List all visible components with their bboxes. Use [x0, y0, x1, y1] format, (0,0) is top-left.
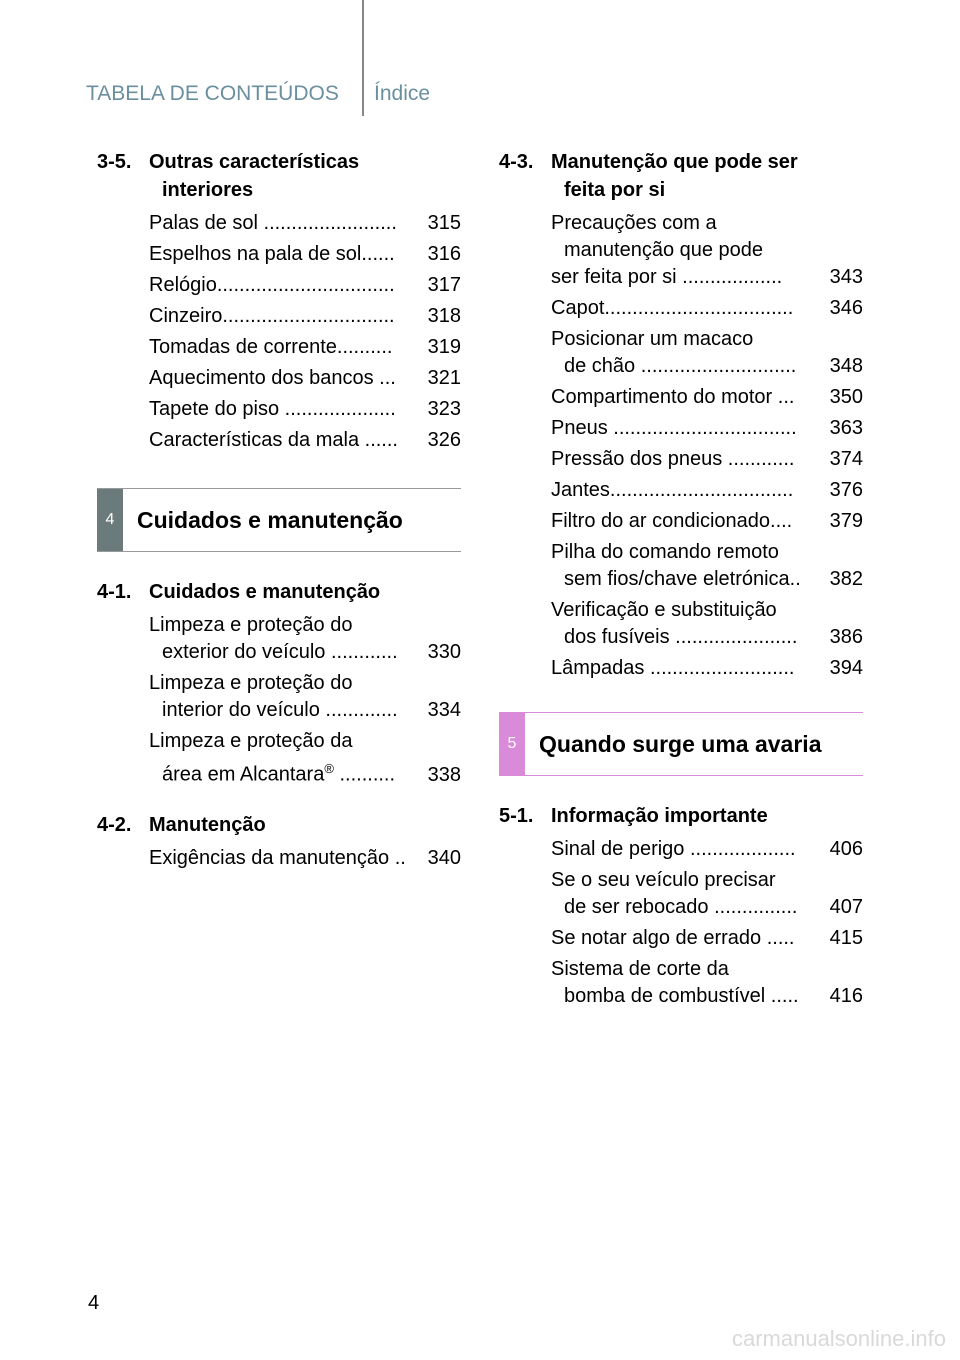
- section-title: Cuidados e manutenção: [137, 506, 403, 533]
- toc-entry[interactable]: Espelhos na pala de sol...... 316: [149, 243, 461, 265]
- subsection-4-3: 4-3. Manutenção que pode ser feita por si: [499, 151, 798, 201]
- subsection-title: Outras características interiores: [149, 151, 360, 201]
- page-number: 4: [88, 1292, 100, 1314]
- toc-entry[interactable]: Filtro do ar condicionado.... 379: [551, 510, 863, 532]
- toc-entry[interactable]: Palas de sol ........................ 315: [149, 212, 461, 234]
- toc-entry[interactable]: Características da mala ...... 326: [149, 429, 461, 451]
- toc-entry[interactable]: Limpeza e proteção da área em Alcantara® .......... 338: [149, 730, 461, 786]
- toc-entry[interactable]: Capot.................................. 346: [551, 297, 863, 319]
- toc-entry[interactable]: Verificação e substituição dos fusíveis ...................... 386: [551, 599, 863, 648]
- toc-entry[interactable]: Sinal de perigo ................... 406: [551, 838, 863, 860]
- toc-entry[interactable]: Cinzeiro............................... 318: [149, 305, 461, 327]
- subsection-4-2: 4-2. Manutenção: [97, 813, 266, 836]
- watermark: carmanualsonline.info: [731, 1326, 946, 1351]
- toc-entry[interactable]: Tomadas de corrente.......... 319: [149, 336, 461, 358]
- toc-entry[interactable]: Posicionar um macaco de chão ............................ 348: [551, 328, 863, 377]
- toc-entry[interactable]: Pneus ................................. 363: [551, 417, 863, 439]
- left-column: [97, 148, 461, 876]
- section-tab: 5: [499, 713, 525, 775]
- toc-entries-3-5: [149, 210, 461, 454]
- toc-entry[interactable]: Jantes................................. 376: [551, 479, 863, 501]
- subsection-number: 3-5.: [97, 151, 132, 173]
- toc-entry[interactable]: Limpeza e proteção do exterior do veículo ............ 330: [149, 614, 461, 663]
- toc-link[interactable]: TABELA DE CONTEÚDOS: [86, 82, 339, 105]
- section-tab: 4: [97, 489, 123, 551]
- section-header-5[interactable]: [499, 712, 863, 776]
- index-link[interactable]: Índice: [374, 82, 431, 105]
- toc-entries-5-1: [551, 836, 863, 1010]
- toc-entry[interactable]: Exigências da manutenção .. 340: [149, 846, 461, 869]
- toc-entry[interactable]: Tapete do piso .................... 323: [149, 398, 461, 420]
- subsection-3-5: [97, 148, 461, 204]
- right-column: [499, 148, 863, 1014]
- toc-entry[interactable]: Se notar algo de errado ..... 415: [551, 927, 863, 949]
- top-navigation: [86, 82, 339, 106]
- toc-entry[interactable]: Compartimento do motor ... 350: [551, 386, 863, 408]
- section-title: Quando surge uma avaria: [539, 730, 822, 757]
- toc-entry[interactable]: Sistema de corte da bomba de combustível ..... 416: [551, 958, 863, 1007]
- toc-entry[interactable]: Se o seu veículo precisar de ser rebocado ............... 407: [551, 869, 863, 918]
- toc-entries-4-3: [551, 210, 863, 682]
- toc-entry[interactable]: Pilha do comando remoto sem fios/chave eletrónica.. 382: [551, 541, 863, 590]
- nav-divider: [362, 0, 364, 116]
- toc-entry[interactable]: Pressão dos pneus ............ 374: [551, 448, 863, 470]
- toc-entries-4-1: [149, 612, 461, 789]
- section-header-4[interactable]: [97, 488, 461, 552]
- toc-entry[interactable]: Lâmpadas .......................... 394: [551, 657, 863, 679]
- toc-entry[interactable]: Relógio................................ 317: [149, 274, 461, 296]
- subsection-4-1: 4-1. Cuidados e manutenção: [97, 581, 381, 603]
- toc-entry[interactable]: Precauções com a manutenção que pode ser feita por si .................. 343: [551, 212, 863, 288]
- toc-entries-4-2: [149, 845, 461, 872]
- toc-entry[interactable]: Limpeza e proteção do interior do veículo ............. 334: [149, 672, 461, 721]
- toc-entry[interactable]: Aquecimento dos bancos ... 321: [149, 367, 461, 389]
- subsection-5-1: 5-1. Informação importante: [499, 805, 768, 827]
